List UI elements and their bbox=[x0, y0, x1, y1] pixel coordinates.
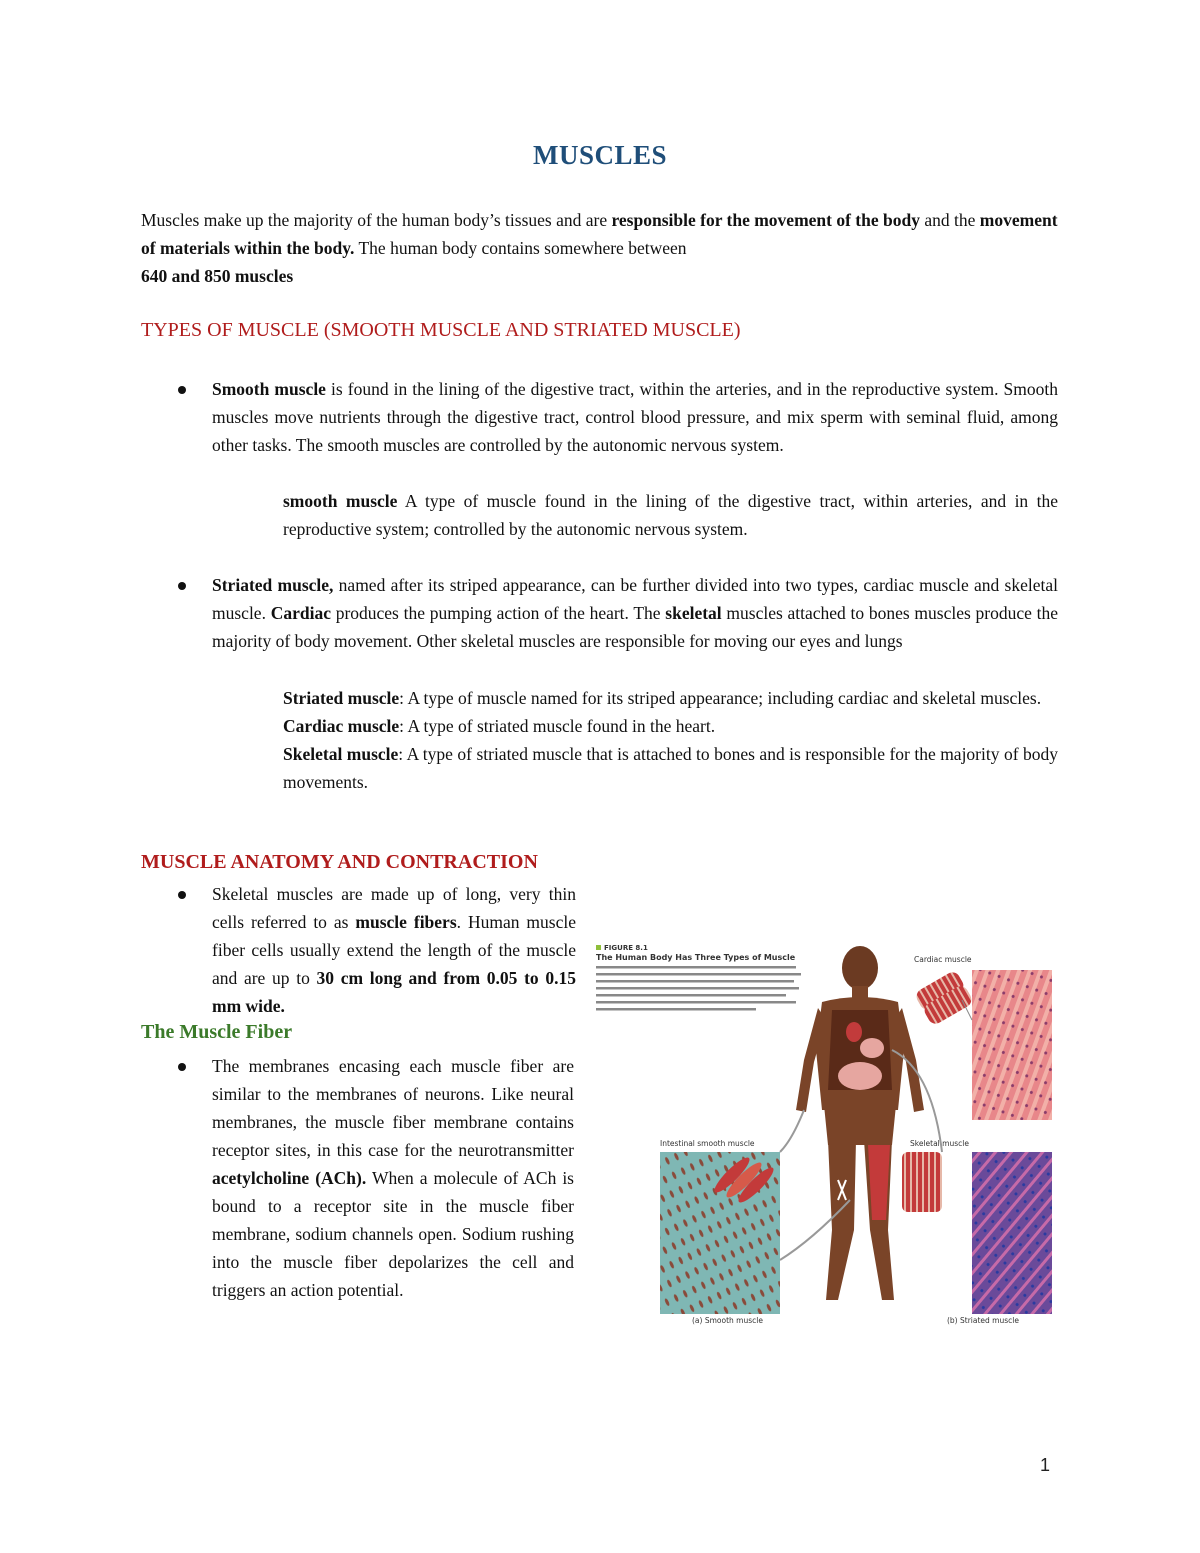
anatomy-bold-1: muscle fibers bbox=[355, 912, 457, 932]
human-body-illustration bbox=[796, 946, 924, 1300]
bullet-icon bbox=[178, 582, 186, 590]
definition-cardiac bbox=[283, 712, 1058, 740]
def-text: : A type of striated muscle found in the heart. bbox=[399, 716, 716, 736]
fiber-paragraph bbox=[212, 1052, 574, 1304]
anatomy-bold-2: 30 cm long and from 0.05 to 0.15 mm wide. bbox=[212, 968, 576, 1016]
fiber-bold-1: acetylcholine (ACh). bbox=[212, 1168, 367, 1188]
intro-text-1: Muscles make up the majority of the human body’s tissues and are bbox=[141, 210, 612, 230]
figure-marker-icon bbox=[596, 945, 601, 950]
skeletal-micrograph bbox=[972, 1152, 1052, 1314]
skeletal-label: Skeletal muscle bbox=[910, 1139, 969, 1148]
def-term: Striated muscle bbox=[283, 688, 400, 708]
def-term: Skeletal muscle bbox=[283, 744, 399, 764]
caption-striated: (b) Striated muscle bbox=[947, 1316, 1019, 1325]
page-number: 1 bbox=[1040, 1455, 1051, 1475]
figure-label: FIGURE 8.1 bbox=[604, 944, 648, 952]
smooth-label: Intestinal smooth muscle bbox=[660, 1139, 755, 1148]
striated-text-2: produces the pumping action of the heart. The bbox=[330, 603, 666, 623]
bullet-icon bbox=[178, 891, 186, 899]
striated-muscle-paragraph bbox=[212, 571, 1058, 655]
cardiac-micrograph bbox=[972, 970, 1052, 1120]
intro-paragraph bbox=[141, 206, 1061, 290]
bullet-icon bbox=[178, 1063, 186, 1071]
figure-caption-lines bbox=[596, 966, 801, 1011]
striated-text-1: named after its striped appearance, can be further divided into two types, cardiac muscle and skeletal muscle. bbox=[212, 575, 1058, 623]
fiber-text-1: The membranes encasing each muscle fiber are similar to the membranes of neurons. Like neural membranes, the muscle fiber membrane contains receptor sites, in this case for the neurotransmitter bbox=[212, 1056, 574, 1160]
definition-striated bbox=[283, 684, 1058, 712]
types-heading: TYPES OF MUSCLE (SMOOTH MUSCLE AND STRIATED MUSCLE) bbox=[141, 319, 741, 341]
smooth-def-text: A type of muscle found in the lining of the digestive tract, within arteries, and in the reproductive system; controlled by the autonomic nervous system. bbox=[283, 491, 1059, 539]
intro-text-3: The human body contains somewhere between bbox=[354, 238, 687, 258]
smooth-muscle-paragraph bbox=[212, 375, 1058, 459]
fiber-text-2: When a molecule of ACh is bound to a receptor site in the muscle fiber membrane, sodium channels open. Sodium rushing into the muscle fiber depolarizes the cell and triggers an action potential. bbox=[212, 1168, 574, 1300]
striated-muscle-term: Striated muscle, bbox=[212, 575, 334, 595]
smooth-muscle-term: Smooth muscle bbox=[212, 379, 326, 399]
def-term: Cardiac muscle bbox=[283, 716, 400, 736]
bullet-icon bbox=[178, 386, 186, 394]
muscle-types-figure bbox=[592, 940, 1052, 1330]
caption-smooth: (a) Smooth muscle bbox=[692, 1316, 763, 1325]
intro-bold-1: responsible for the movement of the body bbox=[611, 210, 920, 230]
striated-text-3: muscles attached to bones muscles produce the majority of body movement. Other skeletal muscles are responsible for moving our eyes and lungs bbox=[212, 603, 1059, 651]
intro-bold-3: 640 and 850 muscles bbox=[141, 266, 294, 286]
anatomy-text-1: Skeletal muscles are made up of long, very thin cells referred to as bbox=[212, 884, 576, 932]
connector-arrow bbox=[780, 1110, 804, 1152]
fiber-heading: The Muscle Fiber bbox=[141, 1021, 293, 1043]
cardiac-fiber-icon bbox=[914, 969, 975, 1026]
cardiac-label: Cardiac muscle bbox=[914, 955, 972, 964]
smooth-def-term: smooth muscle bbox=[283, 491, 398, 511]
smooth-muscle-text: is found in the lining of the digestive tract, within the arteries, and in the reproductive system. Smooth muscles move nutrients through the digestive tract, control blood pressure, and mix sperm with seminal fluid, among other tasks. The smooth muscles are controlled by the autonomic nervous system. bbox=[212, 379, 1058, 455]
intro-text-2: and the bbox=[919, 210, 980, 230]
anatomy-text-2: . Human muscle fiber cells usually extend the length of the muscle and are up to bbox=[212, 912, 576, 988]
def-text: : A type of striated muscle that is attached to bones and is responsible for the majority of body movements. bbox=[283, 744, 1058, 792]
definition-skeletal bbox=[283, 740, 1058, 796]
intro-bold-2: movement of materials within the body. bbox=[141, 210, 1058, 258]
smooth-muscle-definition bbox=[283, 487, 1058, 543]
figure-title: The Human Body Has Three Types of Muscle bbox=[596, 953, 796, 962]
cardiac-term: Cardiac bbox=[270, 603, 331, 623]
skeletal-fiber-icon bbox=[902, 1152, 942, 1212]
skeletal-term: skeletal bbox=[665, 603, 722, 623]
def-text: : A type of muscle named for its striped appearance; including cardiac and skeletal muscles. bbox=[399, 688, 1042, 708]
page-title: MUSCLES bbox=[532, 140, 668, 170]
anatomy-heading: MUSCLE ANATOMY AND CONTRACTION bbox=[141, 851, 538, 873]
striated-definitions bbox=[283, 684, 1058, 796]
